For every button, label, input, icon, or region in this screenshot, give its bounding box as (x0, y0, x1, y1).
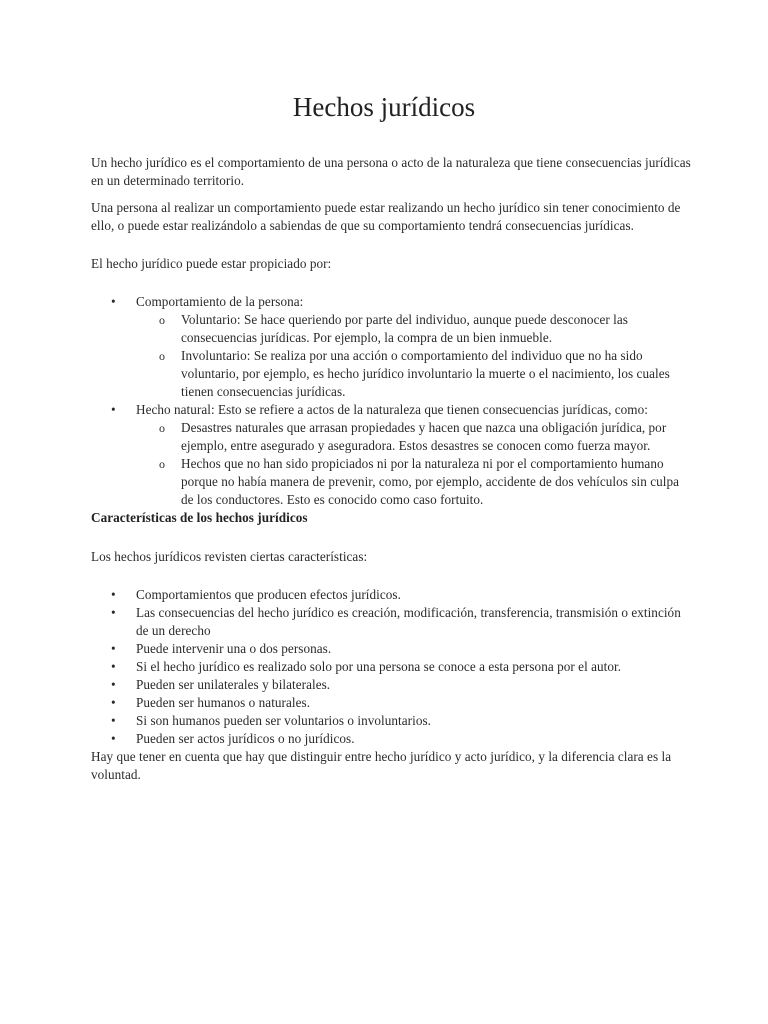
list-item: • Las consecuencias del hecho jurídico es creación, modificación, transferencia, transmisión o extinción de un derecho (91, 604, 691, 640)
page-title: Hechos jurídicos (292, 92, 476, 122)
list-item-text: Comportamiento de la persona: (136, 294, 304, 309)
characteristics-list (91, 586, 691, 748)
sub-list (136, 311, 691, 401)
list-item (91, 293, 691, 401)
list-item: • Comportamientos que producen efectos jurídicos. (91, 586, 691, 604)
document-body (91, 154, 691, 784)
list-item: • Pueden ser actos jurídicos o no jurídicos. (91, 730, 691, 748)
sub-list-item: o Involuntario: Se realiza por una acción o comportamiento del individuo que no ha sido voluntario, por ejemplo, es hecho jurídico involuntario la muerte o el nacimiento, los cuales tienen consecuencias jurídicas. (136, 347, 691, 401)
paragraph-conclusion: Hay que tener en cuenta que hay que distinguir entre hecho jurídico y acto jurídico, y la diferencia clara es la voluntad. (91, 749, 672, 782)
sub-list-item: o Hechos que no han sido propiciados ni por la naturaleza ni por el comportamiento humano porque no había manera de prevenir, como, por ejemplo, accidente de dos vehículos sin culpa de los conductores. Esto es conocido como caso fortuito. (136, 455, 691, 509)
paragraph-caracteristicas: Los hechos jurídicos revisten ciertas características: (91, 549, 368, 564)
list-item: • Pueden ser humanos o naturales. (91, 694, 691, 712)
paragraph-knowledge: Una persona al realizar un comportamiento puede estar realizando un hecho jurídico sin tener conocimiento de ello, o puede estar realizándolo a sabiendas de que su comportamiento tendrá consecuencias jurídicas. (91, 200, 681, 233)
sub-list-item: o Desastres naturales que arrasan propiedades y hacen que nazca una obligación jurídica, por ejemplo, entre asegurado y aseguradora. Estos desastres se conocen como fuerza mayor. (136, 419, 691, 455)
list-item: • Puede intervenir una o dos personas. (91, 640, 691, 658)
sub-list (136, 419, 691, 509)
list-item-text: Hecho natural: Esto se refiere a actos de la naturaleza que tienen consecuencias jurídicas, como: (136, 402, 648, 417)
origin-list (91, 293, 691, 509)
section-heading: Características de los hechos jurídicos (91, 510, 308, 525)
list-item: • Si son humanos pueden ser voluntarios o involuntarios. (91, 712, 691, 730)
paragraph-propiciado: El hecho jurídico puede estar propiciado por: (91, 256, 332, 271)
list-item: • Pueden ser unilaterales y bilaterales. (91, 676, 691, 694)
sub-list-item: o Voluntario: Se hace queriendo por parte del individuo, aunque puede desconocer las consecuencias jurídicas. Por ejemplo, la compra de un bien inmueble. (136, 311, 691, 347)
list-item: • Si el hecho jurídico es realizado solo por una persona se conoce a esta persona por el autor. (91, 658, 691, 676)
paragraph-definition: Un hecho jurídico es el comportamiento de una persona o acto de la naturaleza que tiene consecuencias jurídicas en un determinado territorio. (91, 155, 691, 188)
list-item (91, 401, 691, 509)
